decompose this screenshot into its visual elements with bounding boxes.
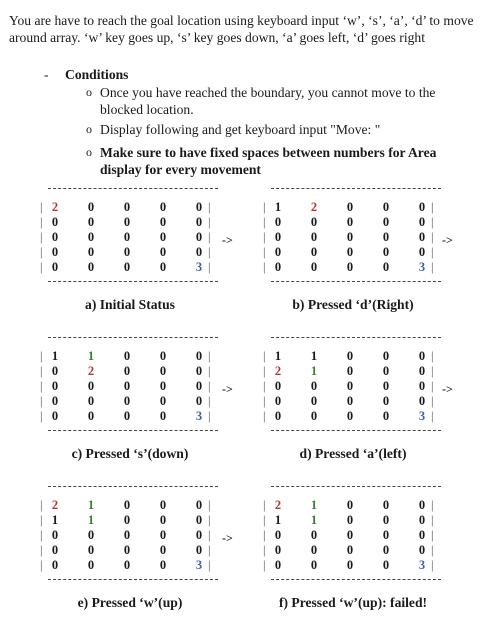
- grid-cell: 3: [195, 409, 203, 423]
- grid-cell: 1: [87, 349, 95, 363]
- row-border-right: |: [208, 379, 211, 393]
- grid-cell: 0: [418, 200, 426, 214]
- row-border-left: |: [263, 498, 266, 512]
- dashed-separator: [271, 337, 441, 338]
- grid-cell: 3: [418, 260, 426, 274]
- grid-cell: 0: [195, 498, 203, 512]
- grid-row: [263, 215, 443, 230]
- row-border-right: |: [431, 513, 434, 527]
- grid-cell: 0: [346, 364, 354, 378]
- row-border-right: |: [208, 528, 211, 542]
- grid-cell: 0: [123, 230, 131, 244]
- row-border-left: |: [263, 528, 266, 542]
- grid-panel: [40, 337, 220, 437]
- grid-cell: 0: [382, 409, 390, 423]
- dashed-separator: [271, 486, 441, 487]
- condition-text: Once you have reached the boundary, you cannot move to the: [100, 85, 436, 100]
- grid-cell: 0: [87, 409, 95, 423]
- row-border-left: |: [263, 245, 266, 259]
- row-border-right: |: [431, 245, 434, 259]
- row-border-right: |: [208, 498, 211, 512]
- grid-cell: 0: [382, 498, 390, 512]
- bullet-icon: o: [86, 85, 92, 99]
- row-border-left: |: [263, 379, 266, 393]
- grid-cell: 1: [87, 498, 95, 512]
- grid-cell: 2: [87, 364, 95, 378]
- row-border-left: |: [40, 349, 43, 363]
- grid-cell: 0: [195, 528, 203, 542]
- grid-cell: 0: [159, 543, 167, 557]
- grid-cell: 0: [346, 558, 354, 572]
- grid-cell: 2: [51, 200, 59, 214]
- grid-row: [263, 200, 443, 215]
- grid-cell: 0: [51, 409, 59, 423]
- row-border-left: |: [40, 260, 43, 274]
- grid-cell: 1: [310, 349, 318, 363]
- list-dash: -: [44, 67, 49, 82]
- row-border-left: |: [263, 230, 266, 244]
- grid-cell: 2: [51, 498, 59, 512]
- intro-paragraph: You are have to reach the goal location using keyboard input ‘w’, ‘s’, ‘a’, ‘d’ to move around array. ‘w’ key goes up, ‘s’ key goes down, ‘a’ goes left, ‘d’ goes right: [9, 13, 474, 45]
- grid-row: [263, 498, 443, 513]
- panel-caption: f) Pressed ‘w’(up): failed!: [278, 595, 428, 610]
- next-step-arrow-icon: ->: [222, 233, 233, 247]
- row-border-left: |: [40, 409, 43, 423]
- grid-cell: 0: [346, 260, 354, 274]
- grid-cell: 0: [310, 543, 318, 557]
- row-border-left: |: [40, 379, 43, 393]
- grid-cell: 0: [382, 200, 390, 214]
- grid-cell: 0: [274, 394, 282, 408]
- condition-text: Display following and get keyboard input "Move: ": [100, 122, 381, 137]
- grid-cell: 0: [159, 513, 167, 527]
- grid-cell: 0: [418, 394, 426, 408]
- grid-cell: 0: [274, 543, 282, 557]
- grid-row: [263, 245, 443, 260]
- grid-cell: 0: [87, 245, 95, 259]
- grid-row: [40, 543, 220, 558]
- grid-cell: 0: [274, 215, 282, 229]
- grid-cell: 0: [87, 394, 95, 408]
- grid-cell: 0: [346, 543, 354, 557]
- grid-cell: 0: [195, 379, 203, 393]
- grid-cell: 0: [346, 409, 354, 423]
- grid-row: [263, 230, 443, 245]
- grid-cell: 0: [274, 260, 282, 274]
- grid-cell: 0: [51, 364, 59, 378]
- grid-row: [40, 215, 220, 230]
- grid-cell: 0: [87, 260, 95, 274]
- row-border-right: |: [431, 230, 434, 244]
- row-border-left: |: [40, 394, 43, 408]
- grid-cell: 0: [346, 200, 354, 214]
- dashed-separator: [271, 281, 441, 282]
- grid-cell: 0: [382, 260, 390, 274]
- grid-row: [263, 528, 443, 543]
- grid-cell: 0: [418, 245, 426, 259]
- grid-cell: 0: [310, 260, 318, 274]
- grid-cell: 0: [346, 394, 354, 408]
- grid-cell: 0: [418, 379, 426, 393]
- grid-panel: [263, 188, 443, 288]
- grid-cell: 0: [159, 260, 167, 274]
- grid-row: [40, 379, 220, 394]
- grid-cell: 0: [159, 230, 167, 244]
- row-border-right: |: [431, 379, 434, 393]
- row-border-right: |: [208, 513, 211, 527]
- grid-row: [40, 394, 220, 409]
- grid-cell: 0: [382, 230, 390, 244]
- panel-caption: e) Pressed ‘w’(up): [77, 595, 183, 610]
- grid-cell: 0: [87, 379, 95, 393]
- grid-cell: 0: [418, 215, 426, 229]
- row-border-left: |: [263, 364, 266, 378]
- grid-cell: 1: [51, 513, 59, 527]
- grid-cell: 0: [51, 215, 59, 229]
- grid-cell: 0: [382, 349, 390, 363]
- grid-cell: 0: [51, 230, 59, 244]
- row-border-right: |: [431, 543, 434, 557]
- grid-cell: 0: [87, 215, 95, 229]
- row-border-left: |: [40, 558, 43, 572]
- row-border-right: |: [431, 528, 434, 542]
- grid-cell: 3: [418, 409, 426, 423]
- dashed-separator: [48, 281, 218, 282]
- grid-cell: 0: [382, 364, 390, 378]
- grid-cell: 0: [123, 364, 131, 378]
- grid-cell: 0: [382, 558, 390, 572]
- grid-row: [40, 528, 220, 543]
- grid-cell: 0: [159, 528, 167, 542]
- dashed-separator: [48, 579, 218, 580]
- grid-row: [40, 498, 220, 513]
- bullet-icon: o: [86, 145, 92, 159]
- grid-cell: 0: [51, 394, 59, 408]
- panel-caption: c) Pressed ‘s’(down): [71, 446, 189, 461]
- grid-cell: 0: [346, 349, 354, 363]
- grid-row: [40, 245, 220, 260]
- grid-cell: 0: [159, 394, 167, 408]
- grid-cell: 0: [310, 245, 318, 259]
- grid-cell: 0: [382, 245, 390, 259]
- grid-cell: 0: [310, 394, 318, 408]
- grid-panel: [263, 486, 443, 586]
- next-step-arrow-icon: ->: [442, 233, 453, 247]
- grid-cell: 0: [159, 498, 167, 512]
- grid-cell: 0: [123, 498, 131, 512]
- grid-cell: 0: [418, 513, 426, 527]
- row-border-right: |: [208, 394, 211, 408]
- grid-cell: 0: [418, 349, 426, 363]
- row-border-left: |: [263, 200, 266, 214]
- grid-cell: 1: [51, 349, 59, 363]
- row-border-right: |: [208, 200, 211, 214]
- row-border-right: |: [431, 394, 434, 408]
- grid-cell: 0: [310, 215, 318, 229]
- grid-cell: 0: [418, 528, 426, 542]
- grid-cell: 0: [87, 230, 95, 244]
- grid-cell: 0: [51, 379, 59, 393]
- grid-cell: 0: [51, 558, 59, 572]
- row-border-right: |: [208, 364, 211, 378]
- grid-row: [263, 394, 443, 409]
- grid-cell: 0: [346, 245, 354, 259]
- conditions-title: Conditions: [65, 67, 129, 82]
- row-border-right: |: [208, 543, 211, 557]
- grid-cell: 0: [123, 409, 131, 423]
- dashed-separator: [48, 337, 218, 338]
- row-border-right: |: [208, 230, 211, 244]
- grid-cell: 0: [123, 379, 131, 393]
- grid-cell: 1: [87, 513, 95, 527]
- row-border-right: |: [431, 364, 434, 378]
- grid-cell: 0: [159, 200, 167, 214]
- grid-cell: 3: [418, 558, 426, 572]
- row-border-right: |: [208, 409, 211, 423]
- row-border-right: |: [431, 200, 434, 214]
- grid-cell: 0: [159, 215, 167, 229]
- grid-row: [263, 409, 443, 424]
- grid-cell: 0: [87, 200, 95, 214]
- row-border-left: |: [263, 394, 266, 408]
- grid-cell: 0: [418, 543, 426, 557]
- row-border-left: |: [263, 215, 266, 229]
- grid-cell: 1: [274, 200, 282, 214]
- grid-cell: 0: [123, 215, 131, 229]
- grid-cell: 0: [418, 364, 426, 378]
- grid-row: [263, 260, 443, 275]
- grid-cell: 0: [310, 558, 318, 572]
- dashed-separator: [48, 430, 218, 431]
- condition-text: Make sure to have fixed spaces between numbers for Area: [100, 145, 437, 160]
- grid-cell: 0: [159, 409, 167, 423]
- grid-cell: 0: [87, 528, 95, 542]
- grid-cell: 0: [195, 215, 203, 229]
- grid-cell: 0: [310, 528, 318, 542]
- grid-cell: 0: [195, 513, 203, 527]
- grid-panel: [263, 337, 443, 437]
- grid-cell: 0: [310, 409, 318, 423]
- grid-cell: 2: [274, 498, 282, 512]
- grid-row: [263, 513, 443, 528]
- grid-cell: 1: [274, 513, 282, 527]
- grid-cell: 0: [51, 528, 59, 542]
- row-border-right: |: [431, 409, 434, 423]
- panel-caption: d) Pressed ‘a’(left): [299, 446, 407, 461]
- row-border-left: |: [40, 245, 43, 259]
- grid-cell: 0: [382, 394, 390, 408]
- row-border-left: |: [40, 528, 43, 542]
- grid-cell: 0: [346, 379, 354, 393]
- grid-row: [40, 349, 220, 364]
- grid-cell: 0: [346, 230, 354, 244]
- grid-row: [40, 260, 220, 275]
- row-border-left: |: [40, 215, 43, 229]
- grid-cell: 1: [310, 498, 318, 512]
- grid-cell: 0: [274, 230, 282, 244]
- grid-cell: 0: [159, 245, 167, 259]
- row-border-right: |: [431, 349, 434, 363]
- grid-cell: 0: [274, 409, 282, 423]
- grid-cell: 0: [51, 260, 59, 274]
- grid-cell: 0: [346, 513, 354, 527]
- row-border-left: |: [40, 200, 43, 214]
- row-border-right: |: [208, 558, 211, 572]
- dashed-separator: [271, 430, 441, 431]
- grid-cell: 0: [123, 558, 131, 572]
- grid-cell: 0: [274, 558, 282, 572]
- grid-cell: 0: [382, 543, 390, 557]
- grid-row: [40, 409, 220, 424]
- row-border-left: |: [40, 543, 43, 557]
- grid-cell: 0: [310, 230, 318, 244]
- grid-cell: 0: [274, 528, 282, 542]
- grid-row: [263, 543, 443, 558]
- next-step-arrow-icon: ->: [442, 382, 453, 396]
- grid-cell: 0: [123, 513, 131, 527]
- grid-cell: 0: [382, 215, 390, 229]
- row-border-right: |: [208, 349, 211, 363]
- dashed-separator: [48, 486, 218, 487]
- dashed-separator: [271, 188, 441, 189]
- grid-cell: 0: [418, 230, 426, 244]
- grid-cell: 0: [159, 558, 167, 572]
- grid-row: [40, 513, 220, 528]
- grid-cell: 0: [123, 394, 131, 408]
- grid-row: [40, 558, 220, 573]
- grid-cell: 0: [310, 379, 318, 393]
- grid-cell: 0: [382, 528, 390, 542]
- grid-row: [263, 364, 443, 379]
- condition-text: display for every movement: [100, 162, 261, 177]
- grid-cell: 1: [274, 349, 282, 363]
- grid-cell: 0: [51, 245, 59, 259]
- grid-cell: 0: [382, 379, 390, 393]
- grid-row: [40, 200, 220, 215]
- row-border-right: |: [208, 260, 211, 274]
- grid-cell: 0: [159, 379, 167, 393]
- row-border-left: |: [40, 364, 43, 378]
- dashed-separator: [271, 579, 441, 580]
- grid-cell: 0: [159, 364, 167, 378]
- row-border-left: |: [40, 513, 43, 527]
- grid-cell: 0: [87, 558, 95, 572]
- grid-cell: 0: [346, 498, 354, 512]
- grid-panel: [40, 188, 220, 288]
- grid-cell: 2: [310, 200, 318, 214]
- grid-cell: 0: [195, 543, 203, 557]
- row-border-left: |: [263, 558, 266, 572]
- row-border-right: |: [431, 215, 434, 229]
- grid-cell: 0: [51, 543, 59, 557]
- row-border-left: |: [263, 409, 266, 423]
- grid-cell: 0: [123, 349, 131, 363]
- grid-cell: 0: [195, 364, 203, 378]
- row-border-right: |: [431, 558, 434, 572]
- grid-cell: 3: [195, 558, 203, 572]
- grid-cell: 0: [346, 215, 354, 229]
- grid-cell: 0: [123, 543, 131, 557]
- grid-cell: 0: [159, 349, 167, 363]
- grid-row: [40, 364, 220, 379]
- row-border-right: |: [431, 498, 434, 512]
- grid-cell: 3: [195, 260, 203, 274]
- panel-caption: a) Initial Status: [85, 297, 175, 312]
- grid-row: [40, 230, 220, 245]
- grid-cell: 0: [123, 260, 131, 274]
- row-border-left: |: [40, 498, 43, 512]
- next-step-arrow-icon: ->: [222, 531, 233, 545]
- row-border-right: |: [208, 215, 211, 229]
- grid-cell: 0: [123, 245, 131, 259]
- grid-cell: 2: [274, 364, 282, 378]
- row-border-left: |: [263, 349, 266, 363]
- grid-cell: 0: [123, 528, 131, 542]
- next-step-arrow-icon: ->: [222, 382, 233, 396]
- row-border-left: |: [263, 260, 266, 274]
- row-border-left: |: [263, 513, 266, 527]
- grid-row: [263, 379, 443, 394]
- dashed-separator: [48, 188, 218, 189]
- grid-panel: [40, 486, 220, 586]
- panel-caption: b) Pressed ‘d’(Right): [292, 297, 414, 312]
- grid-cell: 0: [87, 543, 95, 557]
- grid-cell: 0: [418, 498, 426, 512]
- grid-cell: 1: [310, 513, 318, 527]
- grid-cell: 0: [274, 245, 282, 259]
- grid-row: [263, 558, 443, 573]
- grid-cell: 1: [310, 364, 318, 378]
- row-border-right: |: [208, 245, 211, 259]
- row-border-left: |: [40, 230, 43, 244]
- grid-cell: 0: [195, 394, 203, 408]
- grid-cell: 0: [274, 379, 282, 393]
- grid-cell: 0: [195, 200, 203, 214]
- grid-cell: 0: [123, 200, 131, 214]
- row-border-right: |: [431, 260, 434, 274]
- grid-cell: 0: [382, 513, 390, 527]
- grid-cell: 0: [195, 245, 203, 259]
- condition-text: blocked location.: [100, 102, 194, 117]
- grid-row: [263, 349, 443, 364]
- grid-cell: 0: [195, 230, 203, 244]
- bullet-icon: o: [86, 122, 92, 136]
- row-border-left: |: [263, 543, 266, 557]
- grid-cell: 0: [195, 349, 203, 363]
- grid-cell: 0: [346, 528, 354, 542]
